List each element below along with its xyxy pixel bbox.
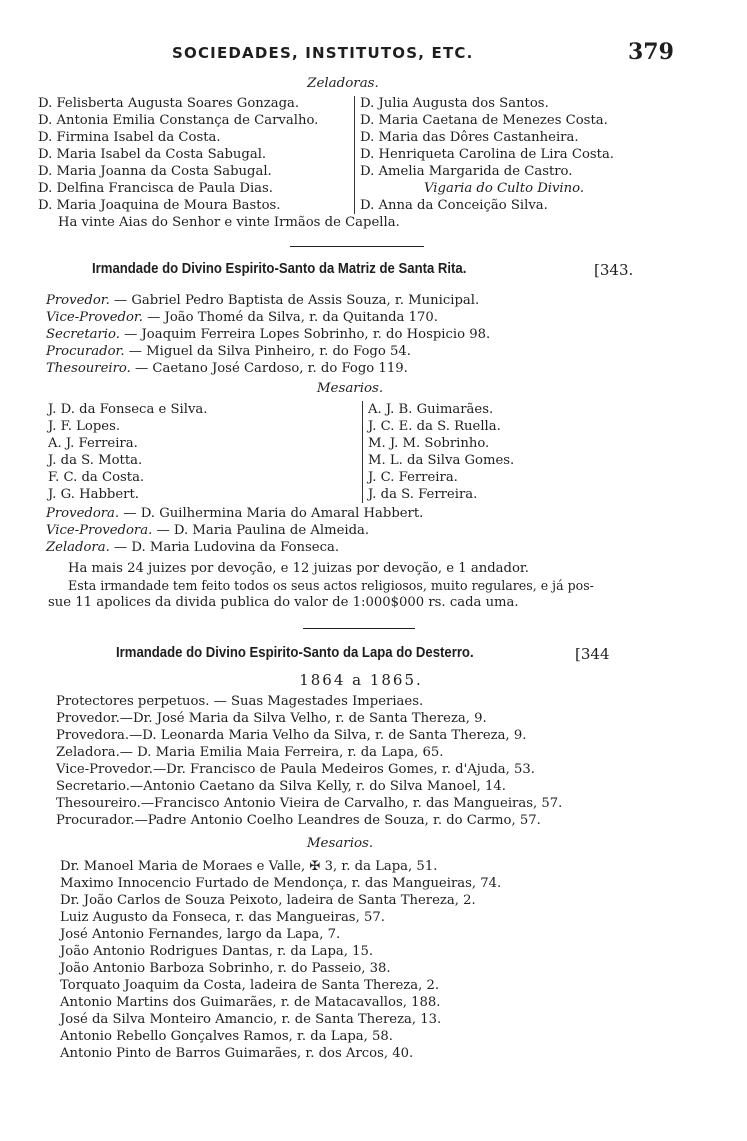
zeladora-right: D. Henriqueta Carolina de Lira Costa. (360, 147, 615, 162)
officer-text: — Joaquim Ferreira Lopes Sobrinho, r. do Hospicio 98. (124, 327, 491, 342)
officer-line: Vice-Provedor.—Dr. Francisco de Paula Medeiros Gomes, r. d'Ajuda, 53. (56, 762, 535, 777)
section-divider (290, 246, 424, 247)
mesario-entry: José da Silva Monteiro Amancio, r. de Santa Thereza, 13. (60, 1012, 442, 1027)
officer-text: — Miguel da Silva Pinheiro, r. do Fogo 54. (128, 344, 411, 359)
officer-line: Thesoureiro.—Francisco Antonio Vieira de Carvalho, r. das Mangueiras, 57. (56, 796, 563, 811)
zeladora-left: D. Maria Isabel da Costa Sabugal. (38, 147, 267, 162)
running-header: SOCIEDADES, INSTITUTOS, ETC. (172, 44, 474, 62)
mesario-entry: Torquato Joaquim da Costa, ladeira de Santa Thereza, 2. (60, 978, 440, 993)
officer-line: Secretario.—Antonio Caetano da Silva Kelly, r. do Silva Manoel, 14. (56, 779, 506, 794)
mesarios-heading: Mesarios. (316, 381, 384, 396)
officer-role: Secretario. (46, 327, 120, 342)
mesario-right: J. C. E. da S. Ruella. (368, 419, 501, 434)
mesario-right: M. L. da Silva Gomes. (368, 453, 515, 468)
mesario-left: J. F. Lopes. (48, 419, 121, 434)
officer-line (46, 310, 438, 326)
section-divider (303, 628, 415, 629)
mesarios-heading: Mesarios. (306, 836, 374, 851)
mesario-right: J. C. Ferreira. (368, 470, 458, 485)
mesario-left: J. G. Habbert. (48, 487, 139, 502)
officer-role: Vice-Provedora. (46, 523, 153, 538)
mesario-right: M. J. M. Sobrinho. (368, 436, 490, 451)
mesario-right: A. J. B. Guimarães. (368, 402, 494, 417)
section-344-years: 1864 a 1865. (299, 671, 423, 689)
zeladoras-heading: Zeladoras. (307, 76, 379, 91)
zeladora-left: D. Maria Joanna da Costa Sabugal. (38, 164, 272, 179)
section-343-note: Esta irmandade tem feito todos os seus actos religiosos, muito regulares, e já pos- (68, 578, 594, 593)
section-344-title: Irmandade do Divino Espirito-Santo da Lapa do Desterro. (116, 645, 474, 661)
zeladora-right: D. Julia Augusta dos Santos. (360, 96, 549, 111)
officer-line: Procurador.—Padre Antonio Coelho Leandres de Souza, r. do Carmo, 57. (56, 813, 541, 828)
zeladora-left: D. Antonia Emilia Constança de Carvalho. (38, 113, 319, 128)
mesario-entry: Antonio Rebello Gonçalves Ramos, r. da Lapa, 58. (60, 1029, 393, 1044)
officer-role: Thesoureiro. (46, 361, 131, 376)
mesario-left: J. da S. Motta. (48, 453, 143, 468)
officer-role: Zeladora. (46, 540, 110, 555)
zeladora-right-title: Vigaria do Culto Divino. (424, 181, 585, 196)
zeladora-left: D. Delfina Francisca de Paula Dias. (38, 181, 274, 196)
column-divider (354, 96, 355, 214)
mesario-entry: Antonio Martins dos Guimarães, r. de Matacavallos, 188. (60, 995, 441, 1010)
officer-text: — D. Maria Ludovina da Fonseca. (114, 540, 340, 555)
section-343-note: Ha mais 24 juizes por devoção, e 12 juizas por devoção, e 1 andador. (68, 561, 529, 576)
zeladora-right: D. Amelia Margarida de Castro. (360, 164, 573, 179)
officer-role: Procurador. (46, 344, 125, 359)
officer-line (46, 293, 479, 309)
zeladora-right: D. Anna da Conceição Silva. (360, 198, 548, 213)
mesario-entry: Dr. João Carlos de Souza Peixoto, ladeira de Santa Thereza, 2. (60, 893, 476, 908)
section-343-note: sue 11 apolices da divida publica do valor de 1:000$000 rs. cada uma. (48, 595, 519, 610)
zeladoras-note: Ha vinte Aias do Senhor e vinte Irmãos de Capella. (58, 215, 400, 230)
officer-line: Zeladora.— D. Maria Emilia Maia Ferreira, r. da Lapa, 65. (56, 745, 444, 760)
zeladora-left: D. Felisberta Augusta Soares Gonzaga. (38, 96, 300, 111)
officer-line (46, 361, 408, 377)
officer-text: — D. Maria Paulina de Almeida. (156, 523, 370, 538)
mesario-entry: João Antonio Barboza Sobrinho, r. do Passeio, 38. (60, 961, 391, 976)
mesario-entry: Dr. Manoel Maria de Moraes e Valle, ✠ 3, r. da Lapa, 51. (60, 859, 438, 874)
mesario-left: A. J. Ferreira. (48, 436, 138, 451)
page-number: 379 (628, 39, 674, 65)
female-officer-line (46, 506, 423, 522)
zeladora-left: D. Firmina Isabel da Costa. (38, 130, 221, 145)
officer-role: Provedor. (46, 293, 110, 308)
officer-role: Vice-Provedor. (46, 310, 143, 325)
zeladora-left: D. Maria Joaquina de Moura Bastos. (38, 198, 281, 213)
mesario-entry: Antonio Pinto de Barros Guimarães, r. dos Arcos, 40. (60, 1046, 414, 1061)
mesario-right: J. da S. Ferreira. (368, 487, 478, 502)
officer-line: Provedora.—D. Leonarda Maria Velho da Silva, r. de Santa Thereza, 9. (56, 728, 527, 743)
female-officer-line (46, 523, 369, 539)
zeladora-right: D. Maria das Dôres Castanheira. (360, 130, 579, 145)
officer-text: — D. Guilhermina Maria do Amaral Habbert. (123, 506, 424, 521)
officer-line (46, 344, 411, 360)
officer-text: — Caetano José Cardoso, r. do Fogo 119. (135, 361, 408, 376)
section-343-title: Irmandade do Divino Espirito-Santo da Matriz de Santa Rita. (92, 261, 467, 277)
officer-text: — Gabriel Pedro Baptista de Assis Souza, r. Municipal. (114, 293, 480, 308)
zeladora-right: D. Maria Caetana de Menezes Costa. (360, 113, 608, 128)
section-343-number: [343. (594, 261, 634, 279)
mesario-entry: José Antonio Fernandes, largo da Lapa, 7. (60, 927, 341, 942)
mesario-entry: Maximo Innocencio Furtado de Mendonça, r. das Mangueiras, 74. (60, 876, 502, 891)
mesario-entry: João Antonio Rodrigues Dantas, r. da Lapa, 15. (60, 944, 374, 959)
officer-line (46, 327, 490, 343)
column-divider (362, 401, 363, 503)
officer-line: Provedor.—Dr. José Maria da Silva Velho, r. de Santa Thereza, 9. (56, 711, 487, 726)
officer-role: Provedora. (46, 506, 120, 521)
section-344-number: [344 (575, 645, 610, 663)
officer-text: — João Thomé da Silva, r. da Quitanda 170. (147, 310, 438, 325)
mesario-left: F. C. da Costa. (48, 470, 145, 485)
female-officer-line (46, 540, 339, 556)
mesario-left: J. D. da Fonseca e Silva. (48, 402, 208, 417)
mesario-entry: Luiz Augusto da Fonseca, r. das Mangueiras, 57. (60, 910, 385, 925)
officer-line: Protectores perpetuos. — Suas Magestades Imperiaes. (56, 694, 424, 709)
